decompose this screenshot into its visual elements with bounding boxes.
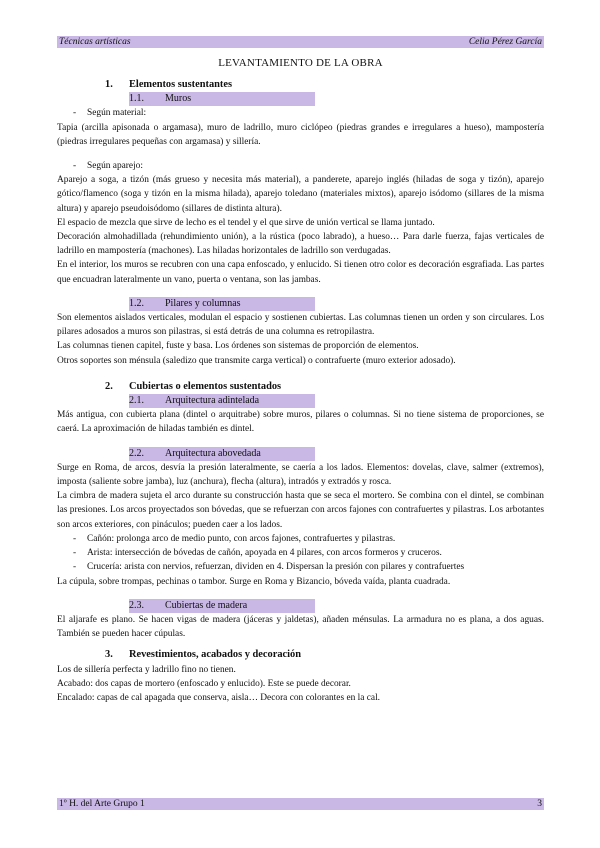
section-number: 2. xyxy=(105,380,113,392)
paragraph: Más antigua, con cubierta plana (dintel o arquitrabe) sobre muros, pilares o columnas. Si no tiene sistema de proporciones, se caerá. La aproximación de hiladas también es dintel. xyxy=(57,410,544,435)
section-1-heading xyxy=(105,78,544,92)
paragraph: Los de sillería perfecta y ladrillo fino no tienen. xyxy=(57,664,236,675)
subsection-2-3-heading xyxy=(129,599,315,613)
list-item xyxy=(73,532,544,546)
list-item xyxy=(73,546,544,560)
paragraph: Las columnas tienen capitel, fuste y basa. Los órdenes son sistemas de proporción de elementos. xyxy=(57,341,419,352)
subsection-title: Arquitectura adintelada xyxy=(165,395,260,407)
paragraph: Acabado: dos capas de mortero (enfoscado y enlucido). Este se puede decorar. xyxy=(57,678,351,689)
list-item xyxy=(73,560,544,574)
section-title: Elementos sustentantes xyxy=(129,79,233,90)
list-item xyxy=(73,106,544,120)
subsection-title: Arquitectura abovedada xyxy=(165,447,261,459)
subsection-title: Pilares y columnas xyxy=(165,297,241,309)
subsection-1-1-heading xyxy=(129,92,315,106)
paragraph: El espacio de mezcla que sirve de lecho es el tendel y el que sirve de unión vertical se llama juntado. xyxy=(57,217,435,228)
page-header xyxy=(57,36,544,48)
section-3-heading xyxy=(105,648,544,662)
paragraph: Aparejo a soga, a tizón (más grueso y necesita más material), a panderete, aparejo inglés (hiladas de soga y tizón), aparejo gótico/flamenco (soga y tizón en la misma hilada), aparejo toledano (materiales mixtos), aparejo isódomo (sillares de la misma altura) y aparejo pseudoisódomo (sillares de distinta altura). xyxy=(57,175,544,214)
subsection-number: 2.2. xyxy=(129,447,144,459)
paragraph: El aljarafe es plano. Se hacen vigas de madera (jáceras y jaldetas), añaden ménsulas. La armadura no es plana, a dos aguas. También se pueden hacer cúpulas. xyxy=(57,614,544,640)
section-2-heading xyxy=(105,380,544,394)
paragraph: La cúpula, sobre trompas, pechinas o tambor. Surge en Roma y Bizancio, bóveda vaída, planta cuadrada. xyxy=(57,576,451,587)
document-body xyxy=(57,76,544,705)
list-item-text: Según aparejo: xyxy=(87,161,143,172)
bullet-dash: - xyxy=(73,161,77,172)
paragraph: En el interior, los muros se recubren con una capa enfoscado, y enlucido. Si tienen otro color es decoración esgrafiada. Las partes que encuadran lateralmente un vano, puerta o ventana, son las jambas. xyxy=(57,260,544,285)
section-number: 1. xyxy=(105,79,113,90)
footer-course: 1º H. del Arte Grupo 1 xyxy=(59,799,145,809)
list-item-text: Según material: xyxy=(87,108,147,119)
subsection-title: Muros xyxy=(165,93,192,105)
paragraph: Encalado: capas de cal apagada que conserva, aisla… Decora con colorantes en la cal. xyxy=(57,692,381,703)
paragraph: Otros soportes son ménsula (saledizo que transmite carga vertical) o contrafuerte (muro exterior adosado). xyxy=(57,355,456,366)
subsection-number: 1.2. xyxy=(129,297,144,309)
list-item-text: Cañón: prolonga arco de medio punto, con arcos fajones, contrafuertes y pilastras. xyxy=(87,533,396,544)
bullet-dash: - xyxy=(73,562,77,573)
header-author: Celia Pérez García xyxy=(468,37,542,47)
bullet-dash: - xyxy=(73,108,77,119)
subsection-title: Cubiertas de madera xyxy=(165,599,248,611)
list-item xyxy=(73,159,544,173)
header-subject: Técnicas artísticas xyxy=(59,37,131,47)
subsection-number: 2.3. xyxy=(129,599,144,611)
paragraph: Surge en Roma, de arcos, desvía la presión lateralmente, se caería a los lados. Elementos: dovelas, clave, salmer (extremos), imposta (saliente sobre jamba), luz (anchura), flecha (altura), intradós y extradós y rosca. xyxy=(57,462,544,488)
section-title: Revestimientos, acabados y decoración xyxy=(129,649,302,661)
paragraph: Tapia (arcilla apisonada o argamasa), muro de ladrillo, muro ciclópeo (piedras grandes e irregulares a hueso), mampostería (piedras irregulares pequeñas con argamasa) y sillería. xyxy=(57,122,544,147)
page-footer xyxy=(57,798,544,810)
section-number: 3. xyxy=(105,649,113,661)
list-item-text: Crucería: arista con nervios, refuerzan, dividen en 4. Dispersan la presión con pilares y contrafuertes xyxy=(87,562,465,573)
paragraph: Son elementos aislados verticales, modulan el espacio y sostienen cubiertas. Las columnas tienen un orden y son circulares. Los pilares adosados a muros son pilastras, si está detrás de una columna es retropilastra. xyxy=(57,313,544,338)
subsection-number: 2.1. xyxy=(129,395,144,407)
list-item-text: Arista: intersección de bóvedas de cañón, apoyada en 4 pilares, con arcos formeros y cruceros. xyxy=(87,548,442,559)
subsection-number: 1.1. xyxy=(129,93,144,105)
page-number: 3 xyxy=(537,799,542,809)
paragraph: Decoración almohadillada (rehundimiento unión), a la rústica (poco labrado), a hueso… Para darle fuerza, fajas verticales de ladrillo en mampostería (machones). Las hiladas horizontales de ladrillo son verdugadas. xyxy=(57,232,544,257)
bullet-dash: - xyxy=(73,533,77,544)
subsection-2-1-heading xyxy=(129,394,315,408)
section-title: Cubiertas o elementos sustentados xyxy=(129,380,282,392)
subsection-2-2-heading xyxy=(129,447,315,461)
page-title: LEVANTAMIENTO DE LA OBRA xyxy=(218,57,383,69)
paragraph: La cimbra de madera sujeta el arco durante su construcción hasta que se seca el mortero. Se combina con el dintel, se combinan las presiones. Los arcos proyectados son bóvedas, que se refuerzan con arcos fajones con contrafuertes y pilastras. Los arbotantes son arcos exteriores, con pináculos; pueden caer a los lados. xyxy=(57,491,544,530)
subsection-1-2-heading xyxy=(129,297,315,311)
bullet-dash: - xyxy=(73,548,77,559)
